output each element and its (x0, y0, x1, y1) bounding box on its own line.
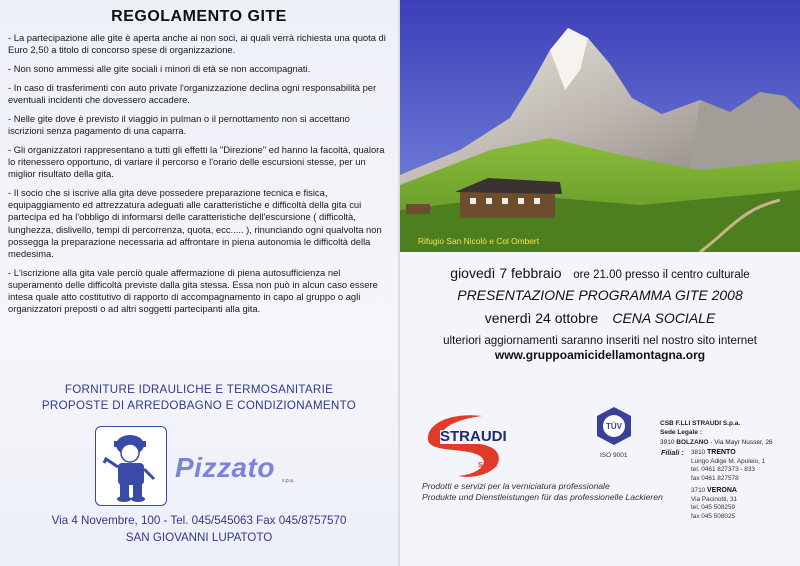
iso-label: ISO 9001 (600, 452, 628, 459)
pizzato-city: SAN GIOVANNI LUPATOTO (125, 531, 273, 544)
photo-caption: Rifugio San Nicolò e Col Ombert (418, 236, 540, 246)
pizzato-line1: FORNITURE IDRAULICHE E TERMOSANITARIE (64, 383, 334, 396)
event2-line (400, 310, 800, 326)
regulations-list (8, 32, 386, 322)
event1-line (400, 265, 800, 281)
branch-tel: tel. 045 508259 (691, 504, 736, 512)
straudi-tagline-de: Produkte und Dienstleistungen für das professionelle Lackieren (422, 492, 663, 502)
pizzato-line2: PROPOSTE DI ARREDOBAGNO E CONDIZIONAMENTO (41, 399, 357, 412)
branch-street: Lungo Adige M. Apuleio, 1 (691, 457, 766, 465)
rule-item: - Il socio che si iscrive alla gita deve possedere preparazione tecnica e fisica, equipaggiamento ed attrezzatura adeguati alle caratteristiche e difficoltà della gita cui partecipa ed ha l'obbligo di informarsi delle caratteristiche dell'escursione ( difficoltà, lunghezza, dislivello, tempi di percorrenza, quota, ecc..... ), rinunciando ogni qualvolta non possegga la preparazione necessaria ad affrontare in piena autonomia le difficoltà della medesima. (8, 187, 382, 260)
event2-date: venerdì 24 ottobre (484, 310, 599, 326)
rule-item: - Nelle gite dove è previsto il viaggio in pulman o il pernottamento non si accettano iscrizioni senza pagamento di una caparra. (8, 112, 350, 136)
event2-title: CENA SOCIALE (612, 310, 716, 326)
tuv-cert-icon (594, 406, 634, 446)
filiali-label: Filiali : (661, 448, 684, 457)
rule-item: - In caso di trasferimenti con auto private l'organizzazione declina ogni responsabilità per eventuali incidenti che dovessero accadere. (8, 81, 377, 105)
sede-label: Sede Legale : (660, 429, 702, 436)
branch-city: VERONA (707, 487, 737, 494)
straudi-brand-suffix: S.p.A. (478, 462, 498, 469)
branch-city: TRENTO (707, 449, 736, 456)
straudi-tagline (422, 481, 663, 503)
rule-item: - Non sono ammessi alle gite sociali i minori di età se non accompagnati. (8, 63, 311, 74)
branch-verona (691, 487, 737, 522)
straudi-brand: STRAUDI (440, 428, 507, 445)
pizzato-brand: Pizzato (175, 452, 275, 483)
website-link[interactable]: www.gruppoamicidellamontagna.org (494, 348, 706, 362)
tuv-label: TÜV (606, 422, 622, 431)
sede-cap: 3910 (660, 439, 675, 446)
pizzato-address: Via 4 Novembre, 100 - Tel. 045/545063 Fax 045/8757570 (51, 514, 347, 527)
regulations-title: REGOLAMENTO GITE (111, 8, 287, 25)
straudi-swoosh-icon (420, 410, 510, 480)
sede-city: BOLZANO (676, 439, 709, 446)
pizzato-ad (0, 370, 398, 566)
rule-item: - Gli organizzatori rappresentano a tutti gli effetti la "Direzione" ed hanno la facoltà, qualora lo ritenessero opportuno, di variare il percorso e l'orario delle escursioni stesse, per un miglior risultato della gita. (8, 143, 385, 180)
branch-fax: fax 045 508025 (691, 513, 736, 521)
event1-title: PRESENTAZIONE PROGRAMMA GITE 2008 (457, 287, 743, 303)
rule-item: - La partecipazione alle gite è aperta anche ai non soci, ai quali verrà richiesta una quota di Euro 2,50 a titolo di concorso spese di organizzazione. (8, 32, 386, 56)
company-name: CSB F.LLI STRAUDI S.p.a. (660, 420, 741, 427)
pizzato-brand-suffix: s.p.a. (282, 478, 295, 484)
branch-street: Via Pacinotti, 31 (691, 495, 738, 503)
event1-date: giovedì 7 febbraio (450, 265, 562, 281)
branch-cap: 3710 (691, 487, 706, 494)
sede-street: - Via Mayr Nusser, 26 (710, 439, 773, 446)
straudi-company-block (660, 419, 773, 447)
straudi-tagline-it: Prodotti e servizi per la verniciatura professionale (422, 481, 610, 491)
updates-text: ulteriori aggiornamenti saranno inseriti nel nostro sito internet (443, 334, 757, 347)
plumber-mascot-icon (95, 426, 167, 506)
branch-tel: tel. 0461 827373 - 833 (691, 466, 755, 474)
sede-address (660, 438, 773, 447)
mountain-photo (400, 0, 800, 252)
event1-detail: ore 21.00 presso il centro culturale (573, 269, 750, 281)
branch-trento (691, 449, 765, 484)
branch-cap: 3810 (691, 449, 706, 456)
mountain-landscape-icon (400, 0, 800, 252)
rule-item: - L'iscrizione alla gita vale perciò quale affermazione di piena autosufficienza nel superamento delle difficoltà previste dalla gita stessa. Essa non può in alcun caso essere intesa quale atto costitutivo di rapporto di accompagnamento in capo al gruppo o agli organizzatori preposti o ad altri soggetti partecipanti alla gita. (8, 266, 378, 315)
branch-fax: fax 0461 827578 (691, 475, 739, 483)
straudi-logo (420, 410, 510, 480)
